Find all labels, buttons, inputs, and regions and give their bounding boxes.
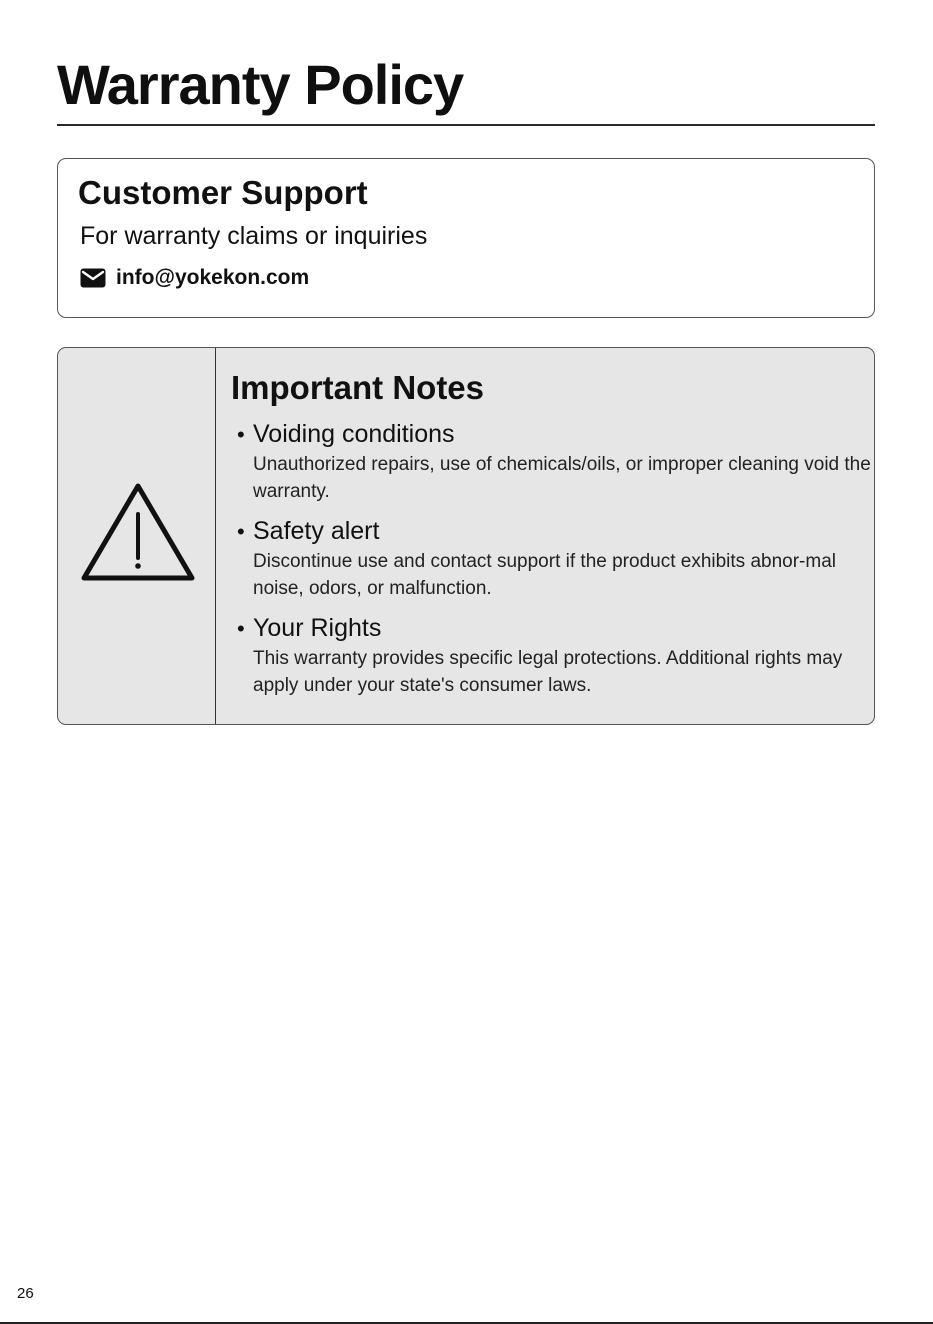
note-item xyxy=(231,612,871,699)
note-item xyxy=(231,418,871,505)
page-number: 26 xyxy=(17,1285,34,1302)
page-title: Warranty Policy xyxy=(57,53,464,116)
bullet-icon: • xyxy=(237,616,245,641)
note-title: Voiding conditions xyxy=(253,420,455,448)
support-heading: Customer Support xyxy=(78,174,368,211)
notes-icon-column xyxy=(58,348,216,724)
bullet-icon: • xyxy=(237,519,245,544)
title-divider xyxy=(57,124,875,126)
note-body: This warranty provides specific legal protections. Additional rights may apply under your state's consumer laws. xyxy=(253,648,843,696)
support-email-link[interactable]: info@yokekon.com xyxy=(116,266,310,289)
note-title: Your Rights xyxy=(253,614,382,642)
note-title: Safety alert xyxy=(253,517,380,545)
important-notes-box xyxy=(57,347,875,725)
support-email-row xyxy=(80,265,309,291)
warning-triangle-icon xyxy=(80,480,196,584)
notes-content xyxy=(231,366,871,699)
bullet-icon: • xyxy=(237,422,245,447)
customer-support-box xyxy=(57,158,875,318)
note-item xyxy=(231,515,871,602)
note-body: Unauthorized repairs, use of chemicals/oils, or improper cleaning void the warranty. xyxy=(253,454,871,502)
envelope-icon xyxy=(80,268,106,288)
support-subheading: For warranty claims or inquiries xyxy=(80,222,428,250)
notes-heading: Important Notes xyxy=(231,369,485,406)
note-body: Discontinue use and contact support if the product exhibits abnor-mal noise, odors, or malfunction. xyxy=(253,551,836,599)
